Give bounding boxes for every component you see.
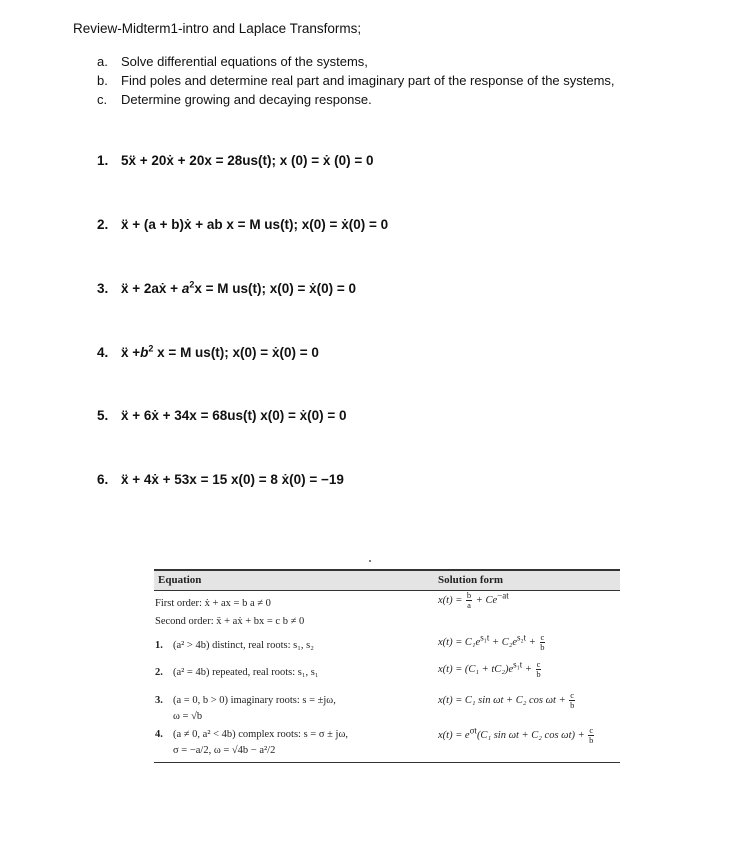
- task-b: [97, 73, 615, 88]
- fraction-denominator: a: [467, 600, 471, 610]
- header-solution: Solution form: [438, 574, 504, 586]
- fraction-denominator: b: [570, 700, 575, 710]
- exponent: σt: [469, 725, 477, 736]
- problem-variable: b: [140, 345, 149, 360]
- fraction-numerator: b: [466, 590, 472, 600]
- problem-number: 6.: [97, 472, 109, 487]
- first-order-solution: [438, 591, 509, 610]
- problem-5: [97, 408, 347, 423]
- problem-4: [97, 345, 319, 360]
- table-row-4-condition-2: σ = −a/2, ω = √4b − a²/2: [173, 745, 276, 756]
- fraction-numerator: c: [570, 690, 575, 700]
- task-text: Find poles and determine real part and imaginary part of the response of the systems,: [121, 73, 615, 88]
- row-condition: (a² > 4b) distinct, real roots: s₁, s₂: [173, 640, 314, 651]
- row-number: 4.: [155, 729, 163, 740]
- row-number: 2.: [155, 667, 163, 678]
- table-row-1-solution: [438, 633, 546, 652]
- problem-number: 3.: [97, 281, 109, 296]
- fraction-numerator: c: [540, 632, 545, 642]
- problem-3: [97, 281, 356, 296]
- table-row-4-condition: [155, 729, 348, 740]
- task-text: Determine growing and decaying response.: [121, 92, 372, 107]
- table-bottom-rule: [154, 762, 620, 763]
- fraction-denominator: b: [540, 642, 545, 652]
- problem-1: [97, 153, 374, 168]
- problem-equation-part: x = M us(t); x(0) = ẋ(0) = 0: [153, 345, 319, 360]
- problem-variable: a: [181, 281, 190, 296]
- row-condition: (a ≠ 0, a² < 4b) complex roots: s = σ ± jω,: [173, 729, 348, 740]
- problem-number: 5.: [97, 408, 109, 423]
- problem-exponent: 2: [189, 279, 195, 290]
- problem-equation-part: ẍ + 2aẋ +: [121, 281, 182, 296]
- fraction-numerator: c: [589, 725, 594, 735]
- solution-text: +: [522, 663, 535, 675]
- solution-form-table: [154, 569, 620, 763]
- exponent: −at: [497, 590, 509, 601]
- row-condition: (a = 0, b > 0) imaginary roots: s = ±jω,: [173, 695, 336, 706]
- solution-text: + C₂e: [489, 636, 518, 648]
- table-header-rule: [154, 590, 620, 591]
- solution-text: +: [526, 636, 539, 648]
- solution-text: + Ce: [473, 594, 498, 606]
- solution-text: x(t) = C₁e: [438, 636, 481, 648]
- table-row-2-condition: [155, 667, 319, 678]
- fraction: [466, 591, 472, 610]
- problem-number: 1.: [97, 153, 109, 168]
- task-c: [97, 92, 372, 107]
- task-a: [97, 54, 368, 69]
- problem-equation: ẍ + 4ẋ + 53x = 15 x(0) = 8 ẋ(0) = −19: [121, 472, 344, 487]
- problem-number: 4.: [97, 345, 109, 360]
- exponent: s₁t: [480, 632, 490, 643]
- solution-text: (C₁ sin ωt + C₂ cos ωt) +: [476, 729, 588, 741]
- exponent: s₁t: [513, 659, 523, 670]
- task-letter: b.: [97, 73, 108, 88]
- header-equation: Equation: [158, 574, 202, 586]
- table-row-2-solution: [438, 660, 542, 679]
- solution-text: x(t) = (C₁ + tC₂)e: [438, 663, 514, 675]
- fraction-denominator: b: [589, 735, 594, 745]
- solution-text: x(t) = e: [438, 729, 470, 741]
- fraction-denominator: b: [536, 669, 541, 679]
- problem-exponent: 2: [148, 343, 154, 354]
- table-row-3-solution: [438, 691, 576, 710]
- row-condition: (a² = 4b) repeated, real roots: s₁, s₁: [173, 667, 319, 678]
- table-header-background: [154, 571, 620, 590]
- solution-text: x(t) = C₁ sin ωt + C₂ cos ωt +: [438, 694, 569, 706]
- first-order-equation: First order: ẋ + ax = b a ≠ 0: [155, 598, 271, 609]
- problem-number: 2.: [97, 217, 109, 232]
- problem-2: [97, 217, 388, 232]
- table-row-1-condition: [155, 640, 314, 651]
- second-order-equation: Second order: ẍ + aẋ + bx = c b ≠ 0: [155, 616, 305, 627]
- problem-equation: 5ẍ + 20ẋ + 20x = 28us(t); x (0) = ẋ (0) = 0: [121, 153, 374, 168]
- problem-equation: ẍ + (a + b)ẋ + ab x = M us(t); x(0) = ẋ(0) = 0: [121, 217, 389, 232]
- task-letter: a.: [97, 54, 108, 69]
- page-title: Review-Midterm1-intro and Laplace Transforms;: [73, 21, 362, 36]
- table-row-3-condition-2: ω = √b: [173, 711, 203, 722]
- row-number: 1.: [155, 640, 163, 651]
- exponent: s₂t: [517, 632, 527, 643]
- row-number: 3.: [155, 695, 163, 706]
- table-row-4-solution: [438, 726, 595, 745]
- stray-dot: [369, 560, 371, 562]
- problem-equation-part: ẍ +: [121, 345, 141, 360]
- problem-equation-part: x = M us(t); x(0) = ẋ(0) = 0: [194, 281, 357, 296]
- fraction: [569, 691, 575, 710]
- problem-equation: ẍ + 6ẋ + 34x = 68us(t) x(0) = ẋ(0) = 0: [121, 408, 347, 423]
- task-letter: c.: [97, 92, 108, 107]
- fraction: [588, 726, 594, 745]
- fraction-numerator: c: [536, 659, 541, 669]
- fraction: [540, 633, 546, 652]
- task-text: Solve differential equations of the systems,: [121, 54, 368, 69]
- fraction: [536, 660, 542, 679]
- solution-text: x(t) =: [438, 594, 465, 606]
- table-row-3-condition: [155, 695, 336, 706]
- problem-6: [97, 472, 344, 487]
